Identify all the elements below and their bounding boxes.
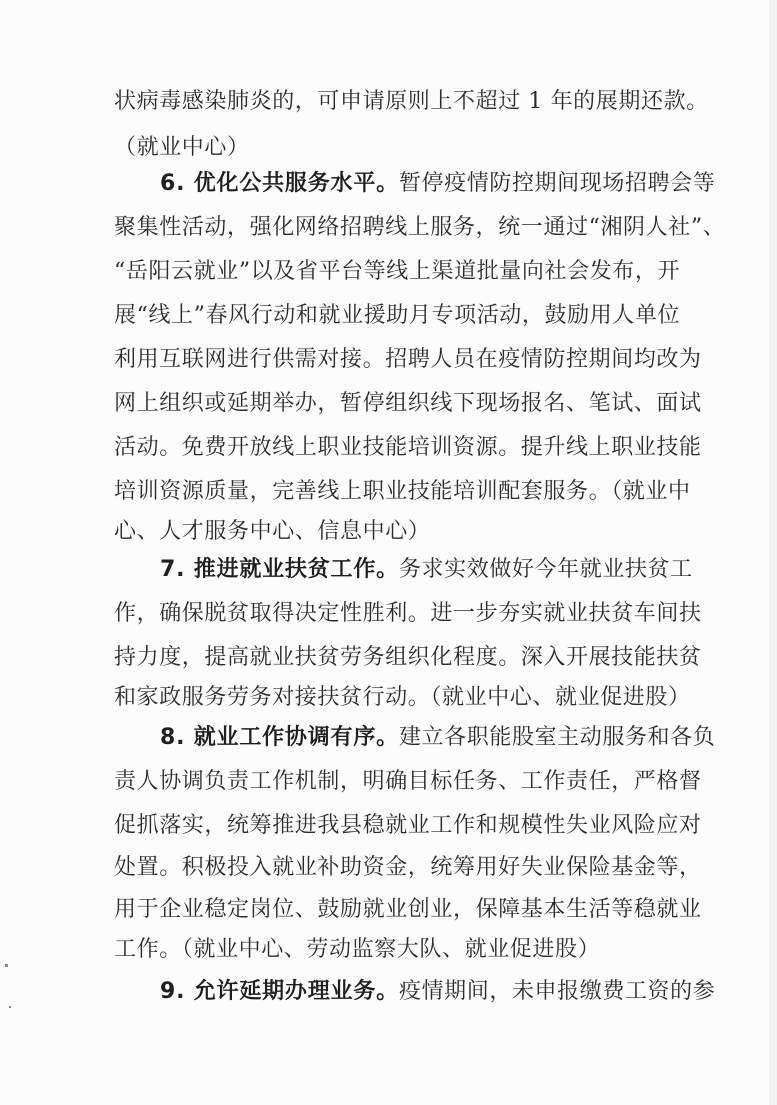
text-run: 建立各职能股室主动服务和各负 (398, 725, 716, 750)
scan-edge-shadow (769, 0, 777, 1105)
text-line: 网上组织或延期举办，暂停组织线下现场报名、笔试、面试 (114, 391, 702, 416)
text-line: 持力度，提高就业扶贫劳务组织化程度。深入开展技能扶贫 (114, 645, 702, 670)
text-line: 工作。（就业中心、劳动监察大队、就业促进股） (114, 937, 601, 962)
text-line: 促抓落实，统筹推进我县稳就业工作和规模性失业风险应对 (114, 813, 702, 838)
text-line: 聚集性活动，强化网络招聘线上服务，统一通过“湘阴人社”、 (114, 215, 726, 240)
text-line: 展“线上”春风行动和就业援助月专项活动，鼓励用人单位 (114, 303, 681, 328)
heading-8: 8. 就业工作协调有序。 (160, 725, 399, 750)
text-run: 疫情期间，未申报缴费工资的参 (398, 979, 716, 1004)
heading-7: 7. 推进就业扶贫工作。 (160, 557, 399, 582)
paragraph-6-first-line (160, 166, 777, 202)
text-line: 作，确保脱贫取得决定性胜利。进一步夯实就业扶贫车间扶 (114, 601, 702, 626)
text-line: “岳阳云就业”以及省平台等线上渠道批量向社会发布，开 (114, 259, 681, 284)
scan-speck (9, 1006, 11, 1008)
heading-9: 9. 允许延期办理业务。 (160, 979, 399, 1004)
text-run: 务求实效做好今年就业扶贫工 (398, 557, 693, 582)
text-line: 处置。积极投入就业补助资金，统筹用好失业保险基金等， (114, 855, 702, 880)
paragraph-9-first-line (160, 974, 777, 1010)
heading-6: 6. 优化公共服务水平。 (160, 171, 399, 196)
text-run: 暂停疫情防控期间现场招聘会等 (398, 171, 716, 196)
text-line: 和家政服务劳务对接扶贫行动。（就业中心、就业促进股） (114, 685, 691, 710)
text-line: 心、人才服务中心、信息中心） (114, 519, 431, 544)
paragraph-7-first-line (160, 552, 777, 588)
text-line: 责人协调负责工作机制，明确目标任务、工作责任，严格督 (114, 769, 702, 794)
scan-speck (5, 964, 8, 967)
text-line: 状病毒感染肺炎的，可申请原则上不超过 1 年的展期还款。 (114, 89, 709, 114)
text-line: 活动。免费开放线上职业技能培训资源。提升线上职业技能 (114, 435, 702, 460)
text-line: 用于企业稳定岗位、鼓励就业创业，保障基本生活等稳就业 (114, 897, 702, 922)
text-line: 利用互联网进行供需对接。招聘人员在疫情防控期间均改为 (114, 347, 702, 372)
paragraph-8-first-line (160, 720, 777, 756)
text-line: 培训资源质量，完善线上职业技能培训配套服务。（就业中 (114, 479, 691, 504)
text-line: （就业中心） (114, 135, 250, 160)
